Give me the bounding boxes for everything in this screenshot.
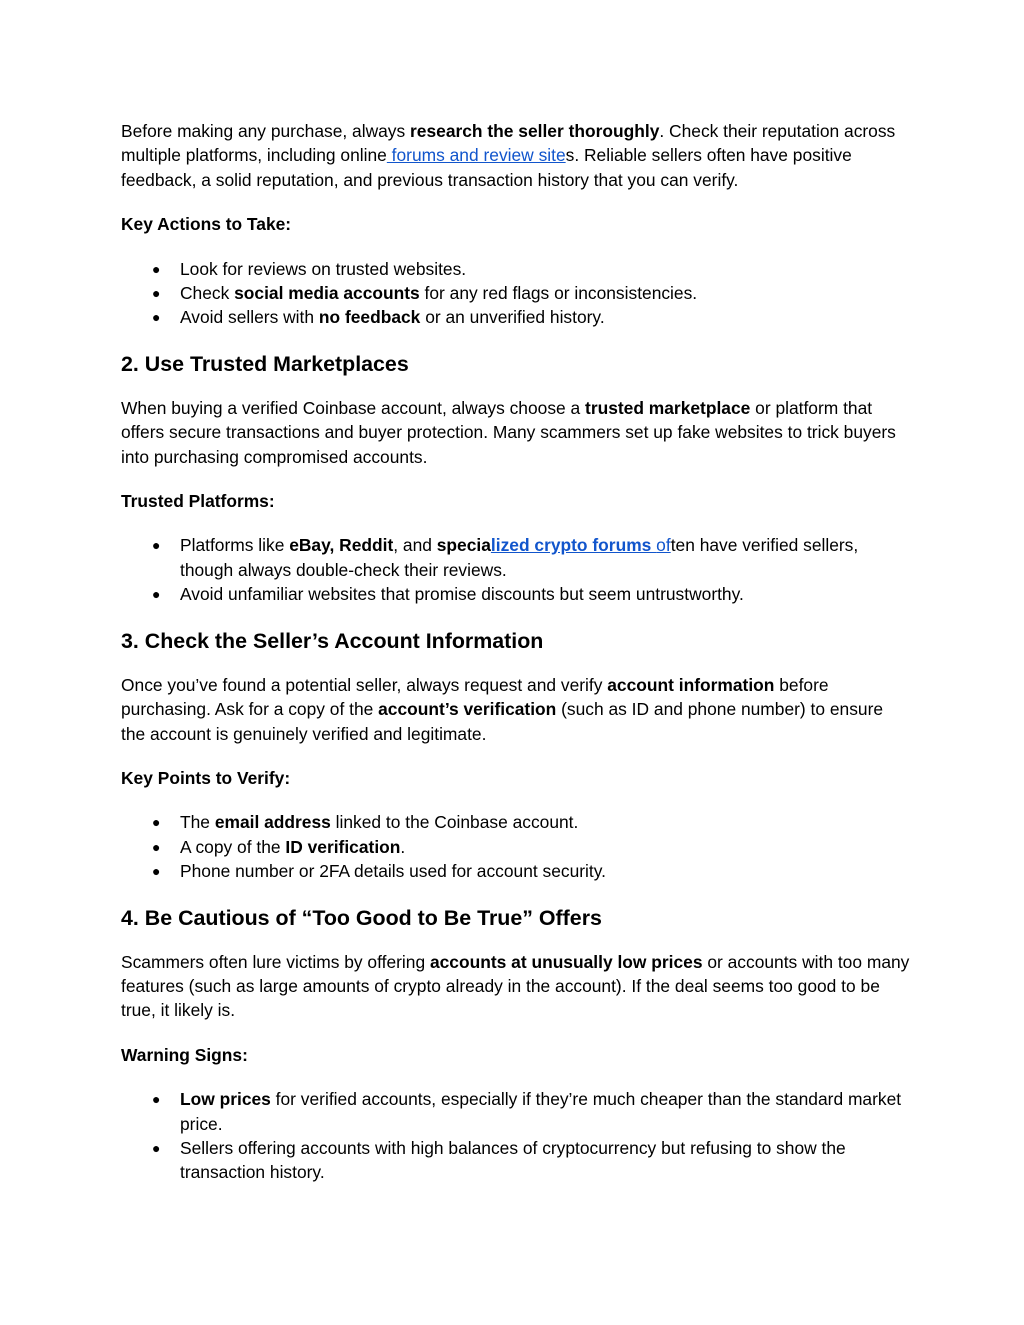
list-item — [121, 281, 911, 305]
intro-bold: research the seller thoroughly — [410, 121, 660, 141]
trusted-platforms-heading: Trusted Platforms: — [121, 491, 275, 512]
list-item-text: linked to the Coinbase account. — [330, 812, 579, 833]
paragraph-bold: trusted marketplace — [585, 397, 751, 418]
bullet-icon: ● — [152, 1139, 161, 1156]
paragraph-text: (such as ID and phone number) to ensure the account is genuinely verified and legitimate. — [121, 699, 884, 744]
list-item — [121, 582, 911, 606]
list-item-text: Phone number or 2FA details used for account security. — [180, 861, 606, 882]
crypto-forums-link[interactable]: lized crypto forums — [490, 535, 657, 556]
paragraph-text: When buying a verified Coinbase account, always choose a — [121, 397, 586, 418]
list-item-text: for any red flags or inconsistencies. — [419, 283, 698, 304]
bullet-icon: ● — [152, 586, 161, 603]
list-item — [121, 859, 911, 883]
bullet-icon: ● — [152, 814, 161, 831]
section-3-paragraph — [121, 673, 911, 746]
list-item — [121, 257, 911, 281]
list-item-text: A copy of the — [180, 836, 286, 857]
list-item — [121, 1136, 911, 1185]
key-points-list — [121, 810, 911, 883]
warning-signs-list — [121, 1087, 911, 1185]
bullet-icon: ● — [152, 309, 161, 326]
list-item-text: , and — [393, 535, 437, 556]
list-item — [121, 305, 911, 329]
section-4-paragraph — [121, 950, 911, 1023]
intro-text: Before making any purchase, always — [121, 121, 411, 141]
paragraph-text: Once you’ve found a potential seller, always request and verify — [121, 674, 608, 695]
list-item-text: Sellers offering accounts with high balances of cryptocurrency but refusing to show the transaction history. — [180, 1137, 846, 1183]
list-item — [121, 533, 911, 582]
intro-paragraph — [121, 119, 911, 192]
list-item-text: Platforms like — [180, 535, 290, 556]
paragraph-text: before purchasing. Ask for a copy of the — [121, 674, 829, 720]
intro-text: s. Reliable sellers often have positive feedback, a solid reputation, and previous transaction history that you can verify. — [121, 145, 852, 190]
paragraph-text: or platform that offers secure transactions and buyer protection. Many scammers set up fake websites to trick buyers into purchasing compromised accounts. — [121, 397, 896, 467]
bullet-icon: ● — [152, 537, 161, 554]
list-item-bold: ID verification — [285, 836, 401, 857]
bullet-icon: ● — [152, 838, 161, 855]
list-item-text: Avoid sellers with — [180, 307, 319, 328]
list-item-text: Avoid unfamiliar websites that promise discounts but seem untrustworthy. — [180, 584, 744, 605]
paragraph-bold: account’s verification — [378, 699, 557, 720]
key-actions-heading: Key Actions to Take: — [121, 214, 292, 235]
list-item-text: . — [400, 836, 406, 857]
list-item-text: for verified accounts, especially if they’re much cheaper than the standard market price. — [180, 1089, 902, 1134]
list-item-bold: Low prices — [180, 1089, 271, 1110]
paragraph-bold: accounts at unusually low prices — [429, 951, 703, 972]
list-item-bold: social media accounts — [234, 283, 420, 304]
trusted-platforms-list — [121, 533, 911, 606]
list-item-text: Look for reviews on trusted websites. — [180, 258, 467, 279]
section-2-paragraph — [121, 396, 911, 469]
list-item — [121, 835, 911, 859]
paragraph-text: or accounts with too many features (such as large amounts of crypto already in the account). If the deal seems too good to be true, it likely is. — [121, 951, 910, 1021]
list-item-bold: eBay, Reddit — [289, 535, 394, 556]
list-item-bold: no feedback — [318, 307, 421, 328]
key-points-heading: Key Points to Verify: — [121, 767, 291, 788]
intro-text: . Check their reputation across multiple platforms, including online — [121, 121, 896, 166]
list-item — [121, 1087, 911, 1136]
forums-review-sites-link[interactable]: forums and review site — [386, 145, 566, 166]
list-item-text: Check — [180, 283, 235, 304]
bullet-icon: ● — [152, 285, 161, 302]
list-item-bold: specia — [436, 535, 491, 556]
warning-signs-heading: Warning Signs: — [121, 1044, 248, 1065]
list-item — [121, 810, 911, 834]
bullet-icon: ● — [152, 1091, 161, 1108]
list-item-bold: email address — [214, 812, 331, 833]
section-4-heading: 4. Be Cautious of “Too Good to Be True” Offers — [121, 905, 602, 930]
section-2-heading: 2. Use Trusted Marketplaces — [121, 351, 409, 376]
list-item-text: ten have verified sellers, though always double-check their reviews. — [180, 535, 859, 580]
key-actions-list — [121, 257, 911, 330]
section-3-heading: 3. Check the Seller’s Account Information — [121, 628, 544, 653]
paragraph-text: Scammers often lure victims by offering — [121, 951, 430, 972]
bullet-icon: ● — [152, 863, 161, 880]
crypto-forums-link-tail[interactable]: of — [656, 535, 671, 556]
document-body — [121, 119, 911, 1185]
paragraph-bold: account information — [607, 674, 775, 695]
list-item-text: or an unverified history. — [420, 307, 605, 328]
list-item-text: The — [180, 812, 215, 833]
bullet-icon: ● — [152, 260, 161, 277]
